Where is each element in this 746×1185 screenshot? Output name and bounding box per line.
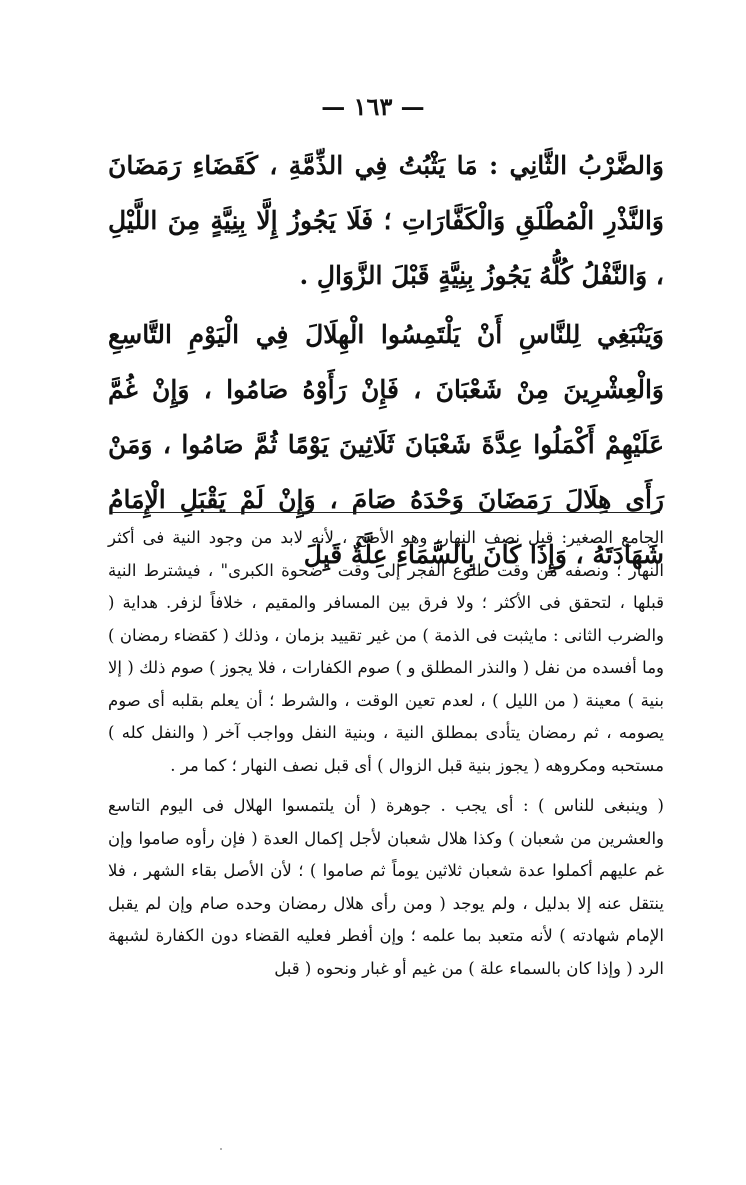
commentary-paragraph-1: الجامع الصغير: قبل نصف النهار، وهو الأصح ، لأنه لابد من وجود النية فى أكثر النهار ؛ ونصفه من وقت طلوع الفجر إلى وقت "ضحوة الكبرى" ، فيشترط النية قبلها ، لتحقق فى الأكثر ؛ ولا فرق بين المسافر والمقيم ، خلافاً لزفر. هداية ( والضرب الثانى : مايثبت فى الذمة ) من غير تقييد بزمان ، وذلك ( كقضاء رمضان ) وما أفسده من نفل ( والنذر المطلق و ) صوم الكفارات ، فلا يجوز ) صوم ذلك ( إلا بنية ) معينة ( من الليل ) ، لعدم تعين الوقت ، والشرط ؛ أن يعلم بقلبه أى صوم يصومه ، ثم رمضان يتأدى بمطلق النية ، وبنية النفل وواجب آخر ( والنفل كله ) مستحبه ومكروهه ( يجوز بنية قبل الزوال ) أى قبل نصف النهار ؛ كما مر . (108, 528, 664, 775)
commentary-paragraph-2: ( وينبغى للناس ) : أى يجب . جوهرة ( أن يلتمسوا الهلال فى اليوم التاسع والعشرين من شعبان ) وكذا هلال شعبان لأجل إكمال العدة ( فإن رأوه صاموا وإن غم عليهم أكملوا عدة شعبان ثلاثين يوماً ثم صاموا ) ؛ لأن الأصل بقاء الشهر ، فلا ينتقل عنه إلا بدليل ، ولم يوجد ( ومن رأى هلال رمضان وحده صام وإن لم يقبل الإمام شهادته ) لأنه متعبد بما علمه ؛ وإن أفطر فعليه القضاء دون الكفارة لشبهة الرد ( وإذا كان بالسماء علة ) من غيم أو غبار ونحوه ( قبل (108, 796, 664, 978)
section-divider (112, 512, 660, 513)
commentary-text (108, 522, 664, 985)
main-paragraph-2: وَيَنْبَغِي لِلنَّاسِ أَنْ يَلْتَمِسُوا الْهِلَالَ فِي الْيَوْمِ التَّاسِعِ وَالْعِشْرِينَ مِنْ شَعْبَانَ ، فَإِنْ رَأَوْهُ صَامُوا ، وَإِنْ غُمَّ عَلَيْهِمْ أَكْمَلُوا عِدَّةَ شَعْبَانَ ثَلَاثِينَ يَوْمًا ثُمَّ صَامُوا ، وَمَنْ رَأَى هِلَالَ رَمَضَانَ وَحْدَهُ صَامَ ، وَإِنْ لَمْ يَقْبَلِ الْإِمَامُ شَهَادَتَهُ ، وَإِذَا كَانَ بِالسَّمَاءِ عِلَّةٌ قَبِلَ (108, 320, 664, 569)
main-paragraph-1: وَالضَّرْبُ الثَّانِي : مَا يَثْبُتُ فِي الذِّمَّةِ ، كَقَضَاءِ رَمَضَانَ وَالنَّذْرِ الْمُطْلَقِ وَالْكَفَّارَاتِ ؛ فَلَا يَجُوزُ إِلَّا بِنِيَّةٍ مِنَ اللَّيْلِ ، وَالنَّفْلُ كُلُّهُ يَجُوزُ بِنِيَّةٍ قَبْلَ الزَّوَالِ . (108, 151, 664, 290)
scan-speck (220, 1148, 222, 1150)
main-text (108, 138, 664, 582)
page-number: — ١٦٣ — (321, 92, 425, 121)
